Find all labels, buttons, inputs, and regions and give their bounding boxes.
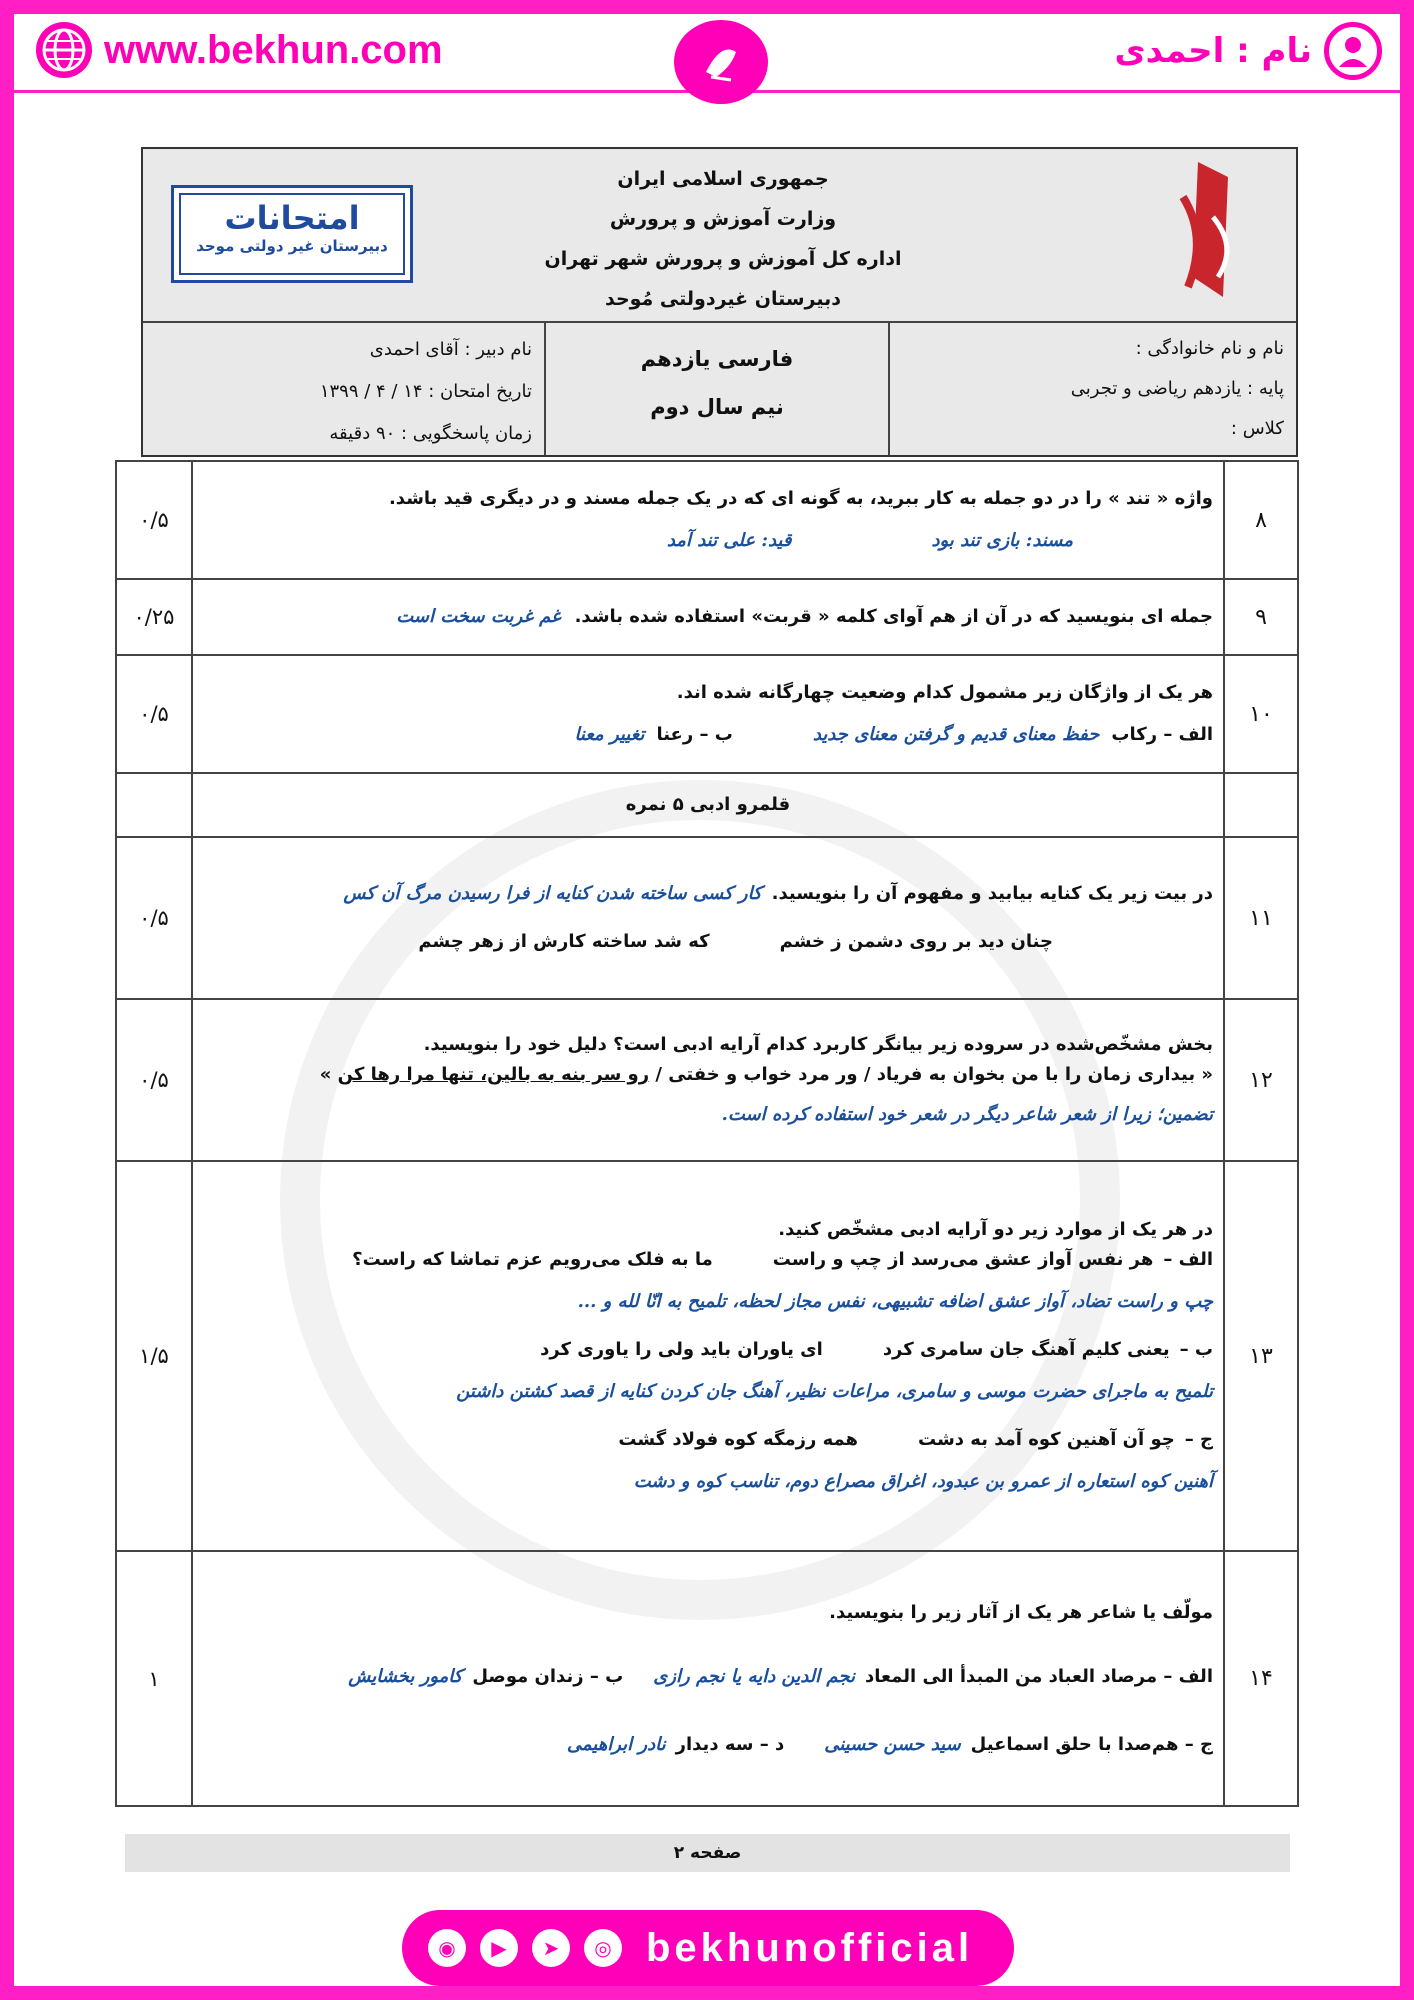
top-bar [14, 14, 1400, 93]
table-row: ۰/۵ هر یک از واژگان زیر مشمول کدام وضعیت چهارگانه شده اند. الف – رکاب حفظ معنای قدیم و گرفتن معنای جدید ب – رعنا تغییر معنا ۱۰ [116, 655, 1298, 773]
section-title: قلمرو ادبی ۵ نمره [192, 773, 1224, 837]
subject-info: فارسی یازدهم نیم سال دوم [544, 321, 890, 455]
instagram-icon[interactable]: ◎ [584, 1929, 622, 1967]
school-emblem-icon [1168, 157, 1248, 307]
aparat-icon[interactable]: ◉ [428, 1929, 466, 1967]
student-info: نام و نام خانوادگی : پایه : یازدهم ریاضی و تجربی کلاس : [1070, 338, 1284, 439]
site-link[interactable] [36, 22, 443, 78]
table-row [116, 773, 1298, 837]
social-bar [402, 1910, 1014, 1986]
table-row: ۰/۵ واژه « تند » را در دو جمله به کار ببرید، به گونه ای که در یک جمله مسند و در دیگری قید باشد. مسند: بازی تند بود قید: علی تند آمد ۸ [116, 461, 1298, 579]
table-row: ۱/۵ در هر یک از موارد زیر دو آرایه ادبی مشخّص کنید. الف – هر نفس آواز عشق می‌رسد از چپ و راست ما به فلک می‌رویم عزم تماشا که راست؟ چپ و راست تضاد، آواز عشق اضافه تشبیهی، نفس مجاز لحظه، تلمیح به انّا لله و ... ب – یعنی کلیم آهنگ جان سامری کرد ای یاوران باید ولی را یاوری کرد تلمیح به ماجرای حضرت موسی و سامری، مراعات نظیر، آهنگ جان کردن کنایه از قصد کشتن داشتن ج – چو آن آهنین کوه آمد به دشت همه رزمگه کوه فولاد گشت آهنین کوه استعاره از عمرو بن عبدود، اغراق مصراع دوم، تناسب کوه و دشت ۱۳ [116, 1161, 1298, 1551]
questions-table [115, 460, 1299, 1807]
exam-info: نام دبیر : آقای احمدی تاریخ امتحان : ۱۴ / ۴ / ۱۳۹۹ زمان پاسخگویی : ۹۰ دقیقه [319, 339, 532, 444]
social-handle[interactable]: bekhunofficial [646, 1925, 974, 1970]
table-row: ۰/۵ در بیت زیر یک کنایه بیابید و مفهوم آن را بنویسید. کار کسی ساخته شدن کنایه از فرا رسیدن مرگ آن کس چنان دید بر روی دشمن ز خشم که شد ساخته کارش از زهر چشم ۱۱ [116, 837, 1298, 999]
telegram-icon[interactable]: ➤ [532, 1929, 570, 1967]
table-row: ۰/۲۵ جمله ای بنویسید که در آن از هم آوای کلمه « قربت» استفاده شده باشد. غم غربت سخت است ۹ [116, 579, 1298, 655]
exam-stamp: امتحانات دبیرستان غیر دولتی موحد [171, 185, 413, 283]
site-url: www.bekhun.com [104, 27, 443, 72]
page-number: صفحه ۲ [125, 1834, 1290, 1872]
exam-header [141, 147, 1298, 457]
organization-titles: جمهوری اسلامی ایران وزارت آموزش و پرورش اداره کل آموزش و پرورش شهر تهران دبیرستان غیردولتی مُوحد [544, 168, 902, 310]
globe-icon [36, 22, 92, 78]
student-name-top: نام : احمدی [1115, 22, 1382, 80]
bekhun-logo-icon [674, 20, 768, 104]
youtube-icon[interactable]: ▶ [480, 1929, 518, 1967]
table-row: ۰/۵ بخش مشخّص‌شده در سروده زیر بیانگر کاربرد کدام آرایه ادبی است؟ دلیل خود را بنویسید. « بیداری زمان را با من بخوان به فریاد / ور مرد خواب و خفتی / رو سر بنه به بالین، تنها مرا رها کن » تضمین؛ زیرا از شعر شاعر دیگر در شعر خود استفاده کرده است. ۱۲ [116, 999, 1298, 1161]
user-icon [1324, 22, 1382, 80]
table-row: ۱ مولّف یا شاعر هر یک از آثار زیر را بنویسید. الف – مرصاد العباد من المبدأ الی المعاد نجم الدین دایه یا نجم رازی ب – زندان موصل کامور بخشایش ج – هم‌صدا با حلق اسماعیل سید حسن حسینی د – سه دیدار نادر ابراهیمی ۱۴ [116, 1551, 1298, 1806]
